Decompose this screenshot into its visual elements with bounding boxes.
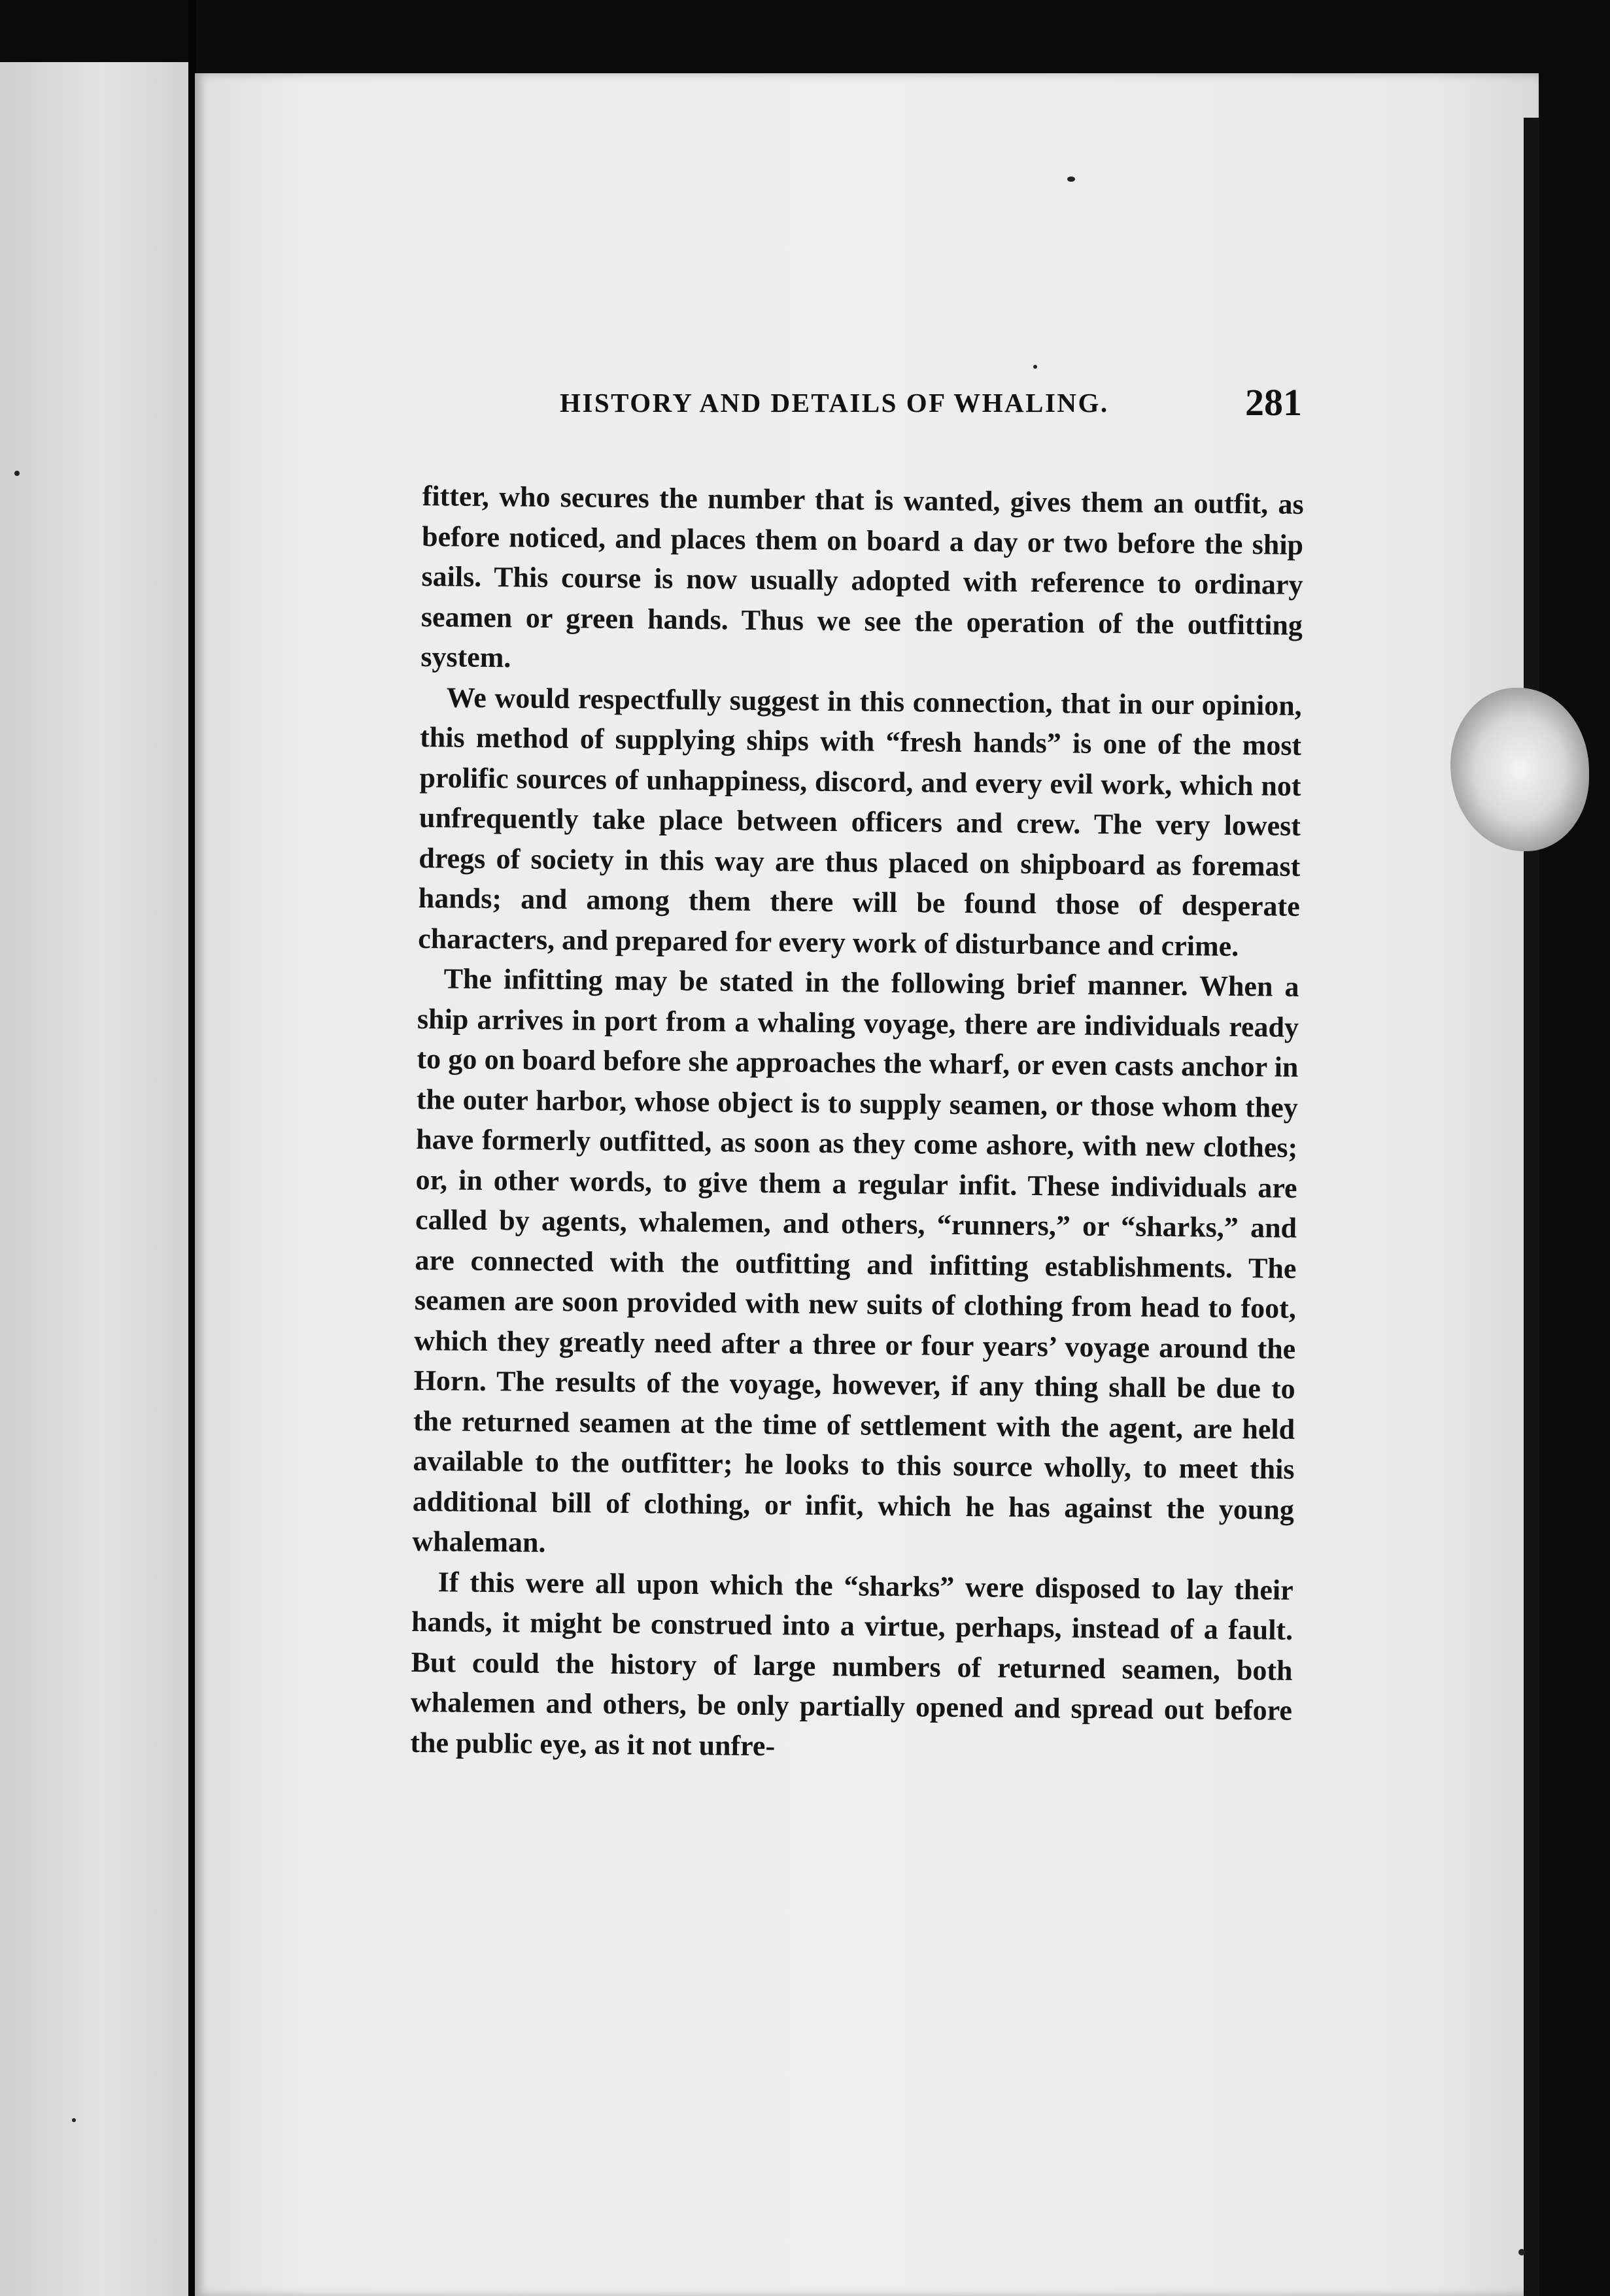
paragraph-3: The infitting may be stated in the following brief manner. When a ship arrives in port from a whaling voyage, there are individuals ready to go on board before she approaches the wharf, or even casts anchor in the outer harbor, whose object is to supply seamen, or those whom they have formerly outfitted, as soon as they come ashore, with new clothes; or, in other words, to give them a regular infit. These individuals are called by agents, whalemen, and others, “runners,” or “sharks,” and are connected with the outfitting and infitting establishments. The seamen are soon provided with new suits of clothing from head to foot, which they greatly need after a three or four years’ voyage around the Horn. The results of the voyage, however, if any thing shall be due to the returned seamen at the time of settlement with the agent, are held available to the outfitter; he looks to this source wholly, to meet this additional bill of clothing, or infit, which he has against the young whaleman.: [412, 962, 1299, 1559]
paragraph-4: If this were all upon which the “sharks” were disposed to lay their hands, it might be construed into a virtue, perhaps, instead of a fault. But could the history of large numbers of returned seamen, both whalemen and others, be only partially opened and spread out before the public eye, as it not unfre-: [410, 1565, 1293, 1762]
ink-speck: [14, 471, 20, 476]
ink-speck: [72, 2118, 76, 2122]
running-head: HISTORY AND DETAILS OF WHALING.: [560, 388, 1109, 418]
ink-speck: [1067, 177, 1075, 182]
ink-speck: [1518, 2249, 1525, 2255]
ink-speck: [1033, 365, 1037, 369]
body-text: [410, 476, 1304, 1771]
page-header: [560, 380, 1302, 428]
paragraph-2: We would respectfully suggest in this connection, that in our opinion, this method of supplying ships with “fresh hands” is one of the most prolific sources of unhappiness, discord, and every evil work, which not unfrequently take place between officers and crew. The very lowest dregs of society in this way are thus placed on shipboard as foremast hands; and among them there will be found those of desperate characters, and prepared for every work of disturbance and crime.: [417, 681, 1302, 962]
page-right-edge: [1524, 118, 1539, 2296]
paragraph-1: fitter, who secures the number that is wanted, gives them an outfit, as before noticed, and places them on board a day or two before the ship sails. This course is now usually adopted with reference to ordinary seamen or green hands. Thus we see the operation of the outfitting system.: [420, 479, 1304, 674]
previous-page-edge: [0, 62, 188, 2296]
page-number: 281: [1245, 381, 1302, 424]
